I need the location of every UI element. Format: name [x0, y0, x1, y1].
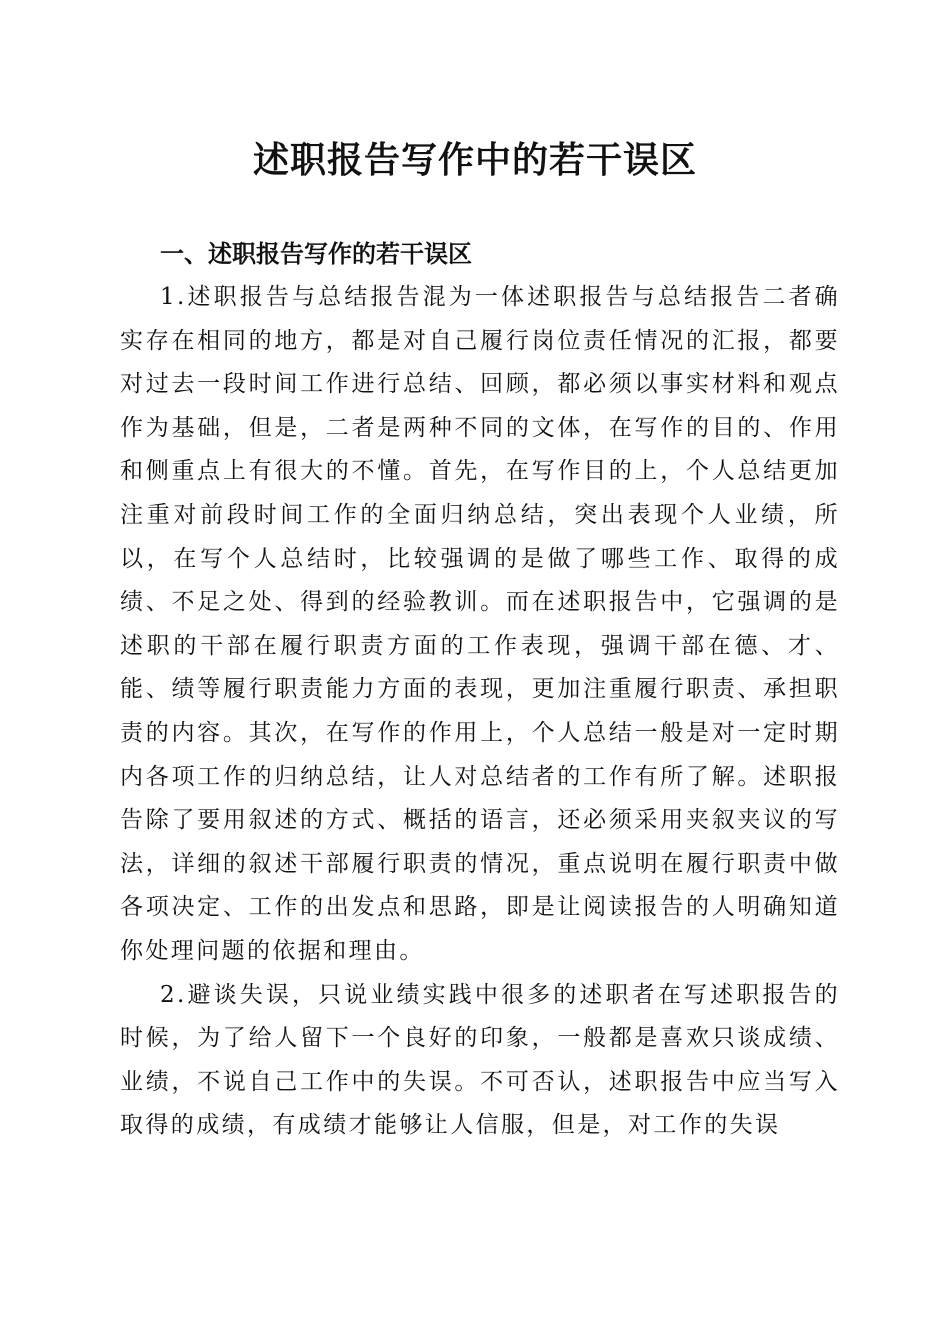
section-heading: 一、述职报告写作的若干误区	[160, 240, 472, 268]
document-body	[120, 234, 840, 1148]
paragraph-1: 1.述职报告与总结报告混为一体述职报告与总结报告二者确实存在相同的地方，都是对自己履行岗位责任情况的汇报，都要对过去一段时间工作进行总结、回顾，都必须以事实材料和观点作为基础，但是，二者是两种不同的文体，在写作的目的、作用和侧重点上有很大的不懂。首先，在写作目的上，个人总结更加注重对前段时间工作的全面归纳总结，突出表现个人业绩，所以，在写个人总结时，比较强调的是做了哪些工作、取得的成绩、不足之处、得到的经验教训。而在述职报告中，它强调的是述职的干部在履行职责方面的工作表现，强调干部在德、才、能、绩等履行职责能力方面的表现，更加注重履行职责、承担职责的内容。其次，在写作的作用上，个人总结一般是对一定时期内各项工作的归纳总结，让人对总结者的工作有所了解。述职报告除了要用叙述的方式、概括的语言，还必须采用夹叙夹议的写法，详细的叙述干部履行职责的情况，重点说明在履行职责中做各项决定、工作的出发点和思路，即是让阅读报告的人明确知道你处理问题的依据和理由。	[120, 284, 840, 964]
document-title: 述职报告写作中的若干误区	[252, 139, 697, 181]
paragraph-2: 2.避谈失误，只说业绩实践中很多的述职者在写述职报告的时候，为了给人留下一个良好的印象，一般都是喜欢只谈成绩、业绩，不说自己工作中的失误。不可否认，述职报告中应当写入取得的成绩，有成绩才能够让人信服，但是，对工作的失误	[120, 981, 840, 1139]
